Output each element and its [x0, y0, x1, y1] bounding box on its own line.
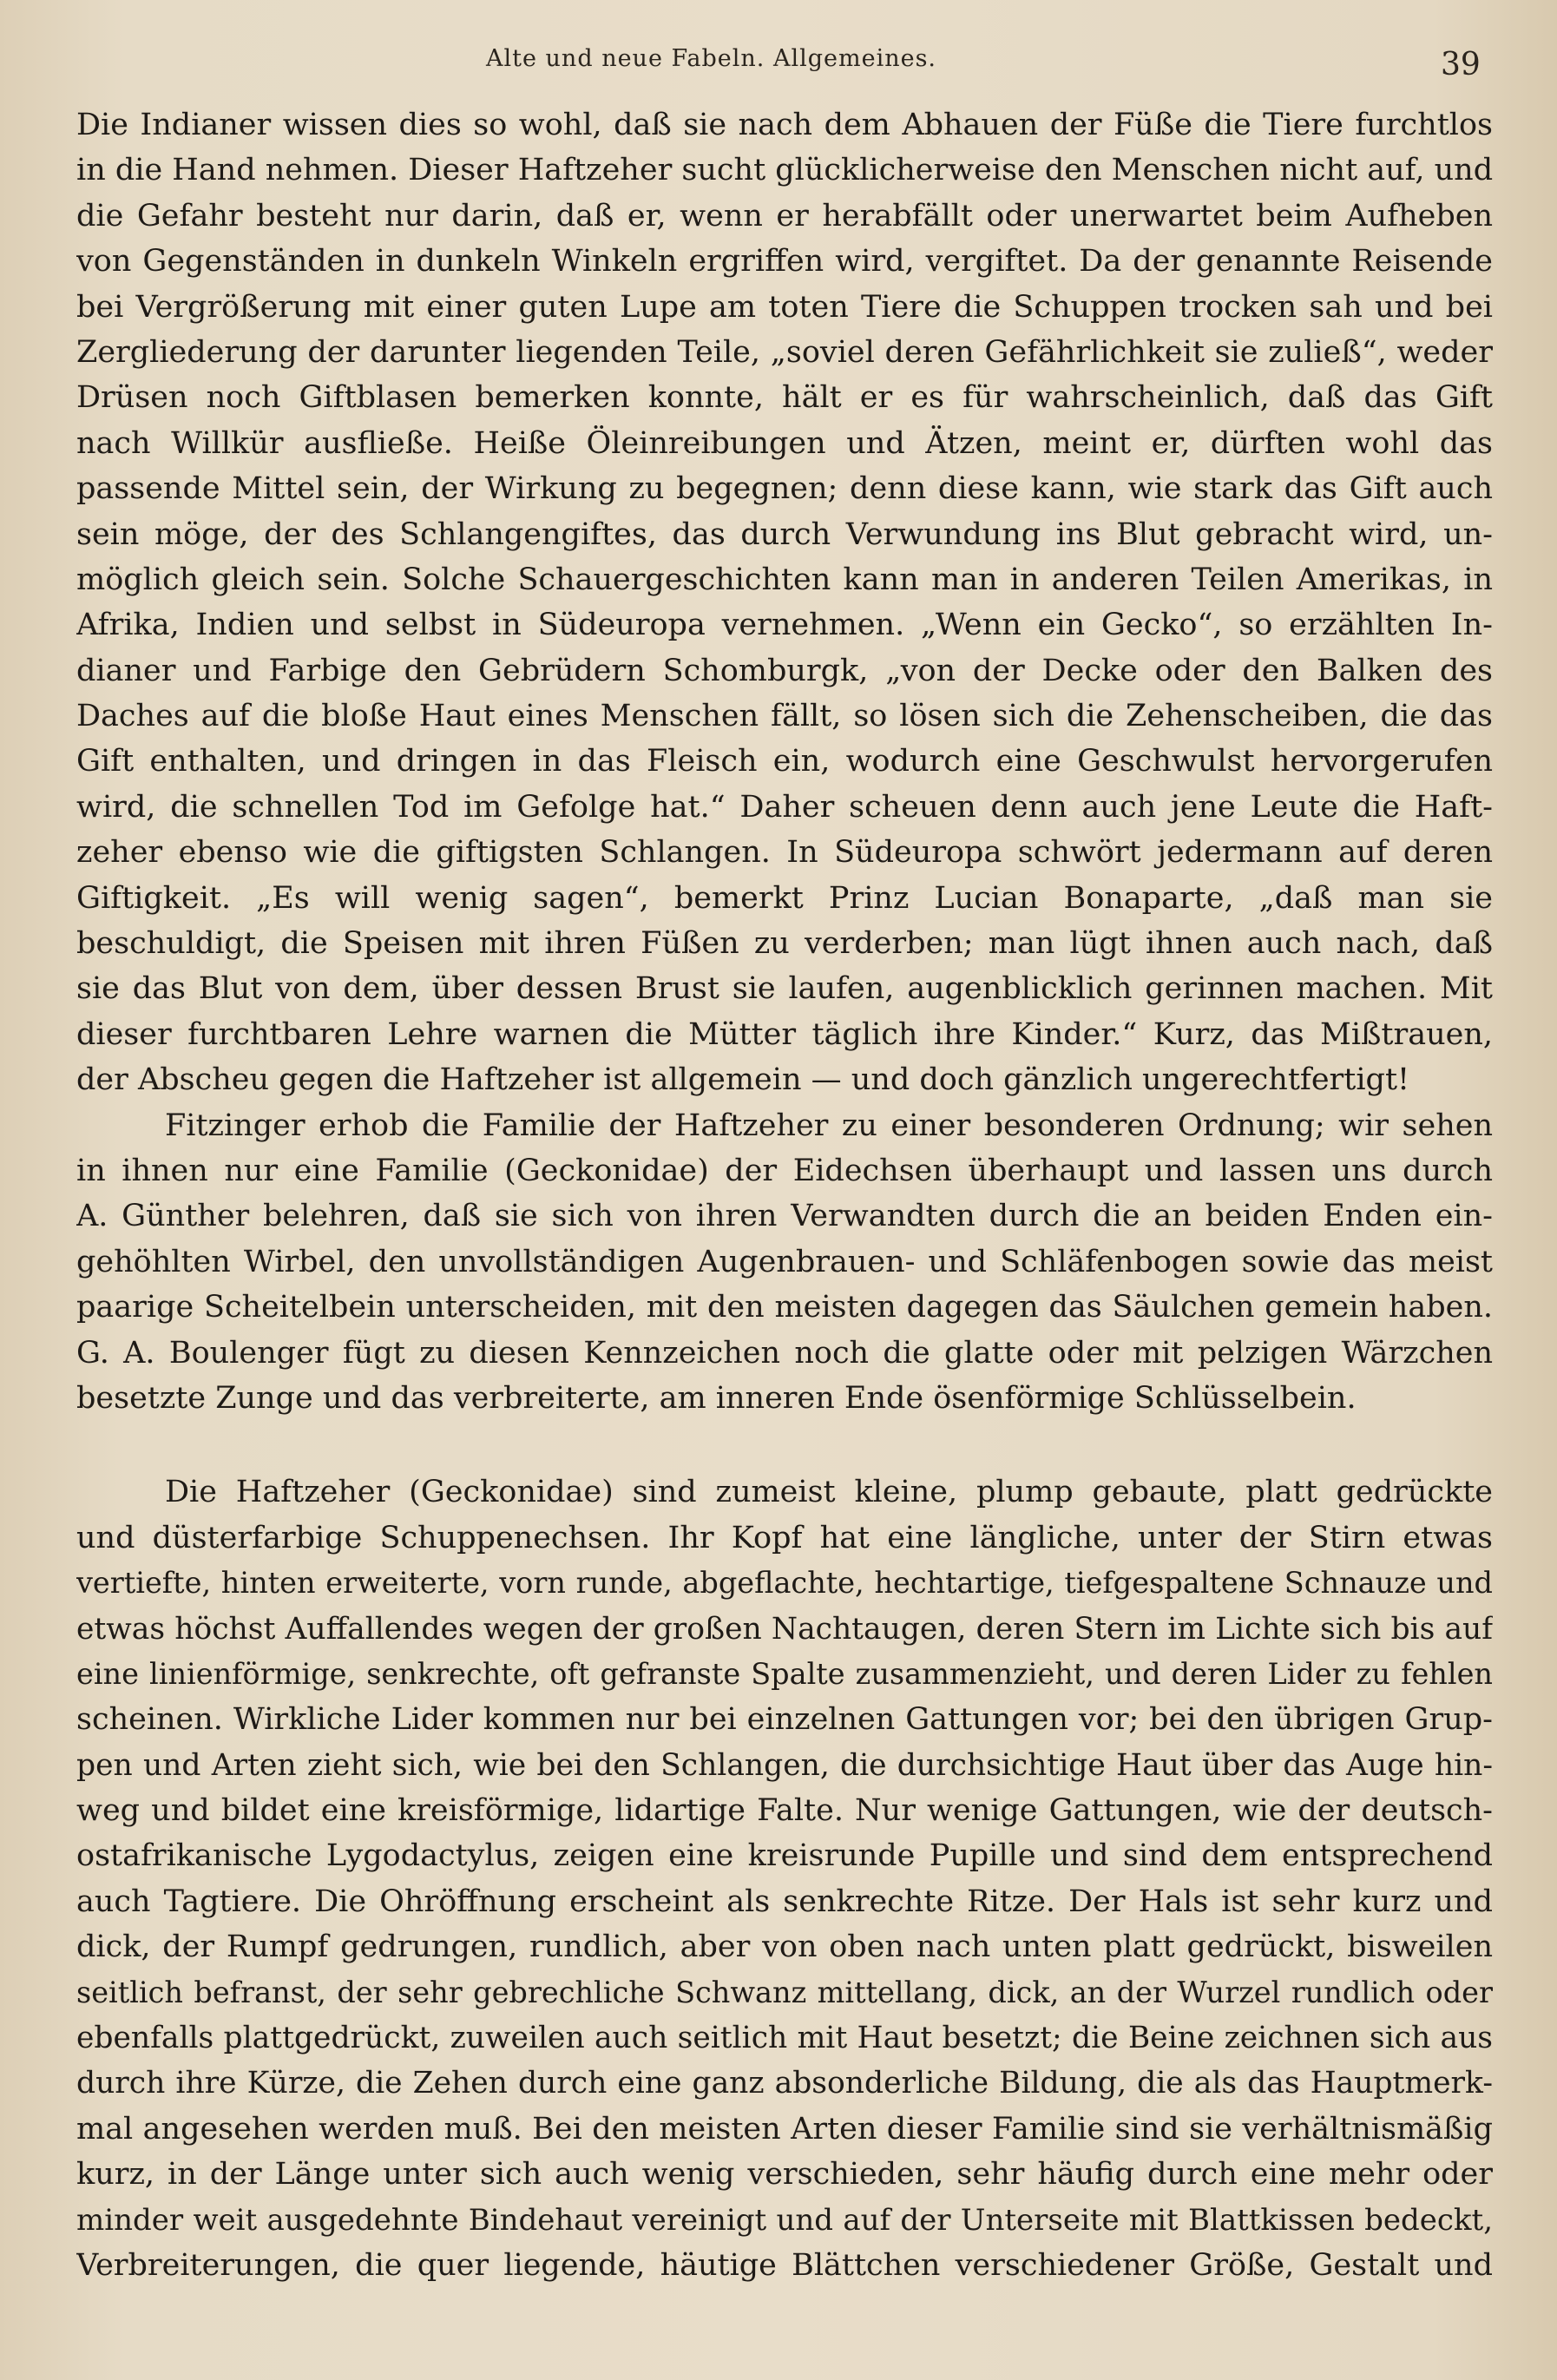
text-line: Afrika, Indien und selbst in Südeuropa vernehmen. „Wenn ein Gecko“, so erzählten In- [76, 608, 1493, 643]
text-line: beschuldigt, die Speisen mit ihren Füßen zu verderben; man lügt ihnen auch nach, daß [76, 926, 1493, 962]
text-line: die Gefahr besteht nur darin, daß er, wenn er herabfällt oder unerwartet beim Aufheben [76, 198, 1493, 233]
text-line: zeher ebenso wie die giftigsten Schlangen. In Südeuropa schwört jedermann auf deren [76, 835, 1493, 871]
text-line: eine linienförmige, senkrechte, oft gefranste Spalte zusammenzieht, und deren Lider zu fehlen [76, 1656, 1493, 1691]
text-line: G. A. Boulenger fügt zu diesen Kennzeichen noch die glatte oder mit pelzigen Wärzchen [76, 1335, 1493, 1371]
text-line: Die Haftzeher (Geckonidae) sind zumeist kleine, plump gebaute, platt gedrückte [165, 1475, 1493, 1510]
text-line: Drüsen noch Giftblasen bemerken konnte, hält er es für wahrscheinlich, daß das Gift [76, 380, 1493, 416]
text-line: sein möge, der des Schlangengiftes, das durch Verwundung ins Blut gebracht wird, un- [76, 516, 1493, 552]
text-line: paarige Scheitelbein unterscheiden, mit den meisten dagegen das Säulchen gemein haben. [76, 1290, 1493, 1325]
text-line: von Gegenständen in dunkeln Winkeln ergriffen wird, vergiftet. Da der genannte Reisende [76, 244, 1493, 279]
text-line: dieser furchtbaren Lehre warnen die Mütter täglich ihre Kinder.“ Kurz, das Mißtrauen, [76, 1016, 1493, 1052]
text-line: besetzte Zunge und das verbreiterte, am inneren Ende ösenförmige Schlüsselbein. [76, 1380, 1357, 1416]
text-line: pen und Arten zieht sich, wie bei den Schlangen, die durchsichtige Haut über das Auge hin- [76, 1747, 1493, 1783]
section-gap [76, 1421, 1493, 1469]
text-line: durch ihre Kürze, die Zehen durch eine ganz absonderliche Bildung, die als das Hauptmerk- [76, 2066, 1493, 2101]
text-line: Daches auf die bloße Haut eines Menschen fällt, so lösen sich die Zehenscheiben, die das [76, 699, 1493, 734]
text-line: bei Vergrößerung mit einer guten Lupe am toten Tiere die Schuppen trocken sah und bei [76, 289, 1493, 325]
text-line: ebenfalls plattgedrückt, zuweilen auch seitlich mit Haut besetzt; die Beine zeichnen sich aus [76, 2021, 1493, 2056]
body-text [76, 102, 1493, 2288]
text-line: sie das Blut von dem, über dessen Brust sie laufen, augenblicklich gerinnen machen. Mit [76, 971, 1493, 1007]
page-number: 39 [1441, 47, 1481, 82]
text-line: passende Mittel sein, der Wirkung zu begegnen; denn diese kann, wie stark das Gift auch [76, 471, 1493, 507]
text-line: nach Willkür ausfließe. Heiße Öleinreibungen und Ätzen, meint er, dürften wohl das [76, 425, 1493, 461]
text-line: Die Indianer wissen dies so wohl, daß sie nach dem Abhauen der Füße die Tiere furchtlos [76, 108, 1493, 142]
running-title: Alte und neue Fabeln. Allgemeines. [486, 45, 937, 72]
text-line: Verbreiterungen, die quer liegende, häutige Blättchen verschiedener Größe, Gestalt und [76, 2247, 1493, 2283]
text-line: Gift enthalten, und dringen in das Fleisch ein, wodurch eine Geschwulst hervorgerufen [76, 744, 1493, 779]
text-line: möglich gleich sein. Solche Schauergeschichten kann man in anderen Teilen Amerikas, in [76, 562, 1493, 597]
text-line: ostafrikanische Lygodactylus, zeigen eine kreisrunde Pupille und sind dem entsprechend [76, 1838, 1493, 1874]
text-line: kurz, in der Länge unter sich auch wenig verschieden, sehr häufig durch eine mehr oder [76, 2157, 1493, 2193]
text-line: Giftigkeit. „Es will wenig sagen“, bemerkt Prinz Lucian Bonaparte, „daß man sie [76, 880, 1493, 916]
text-line: wird, die schnellen Tod im Gefolge hat.“ Daher scheuen denn auch jene Leute die Haft- [76, 789, 1493, 825]
text-line: und düsterfarbige Schuppenechsen. Ihr Kopf hat eine längliche, unter der Stirn etwas [76, 1520, 1493, 1555]
text-line: gehöhlten Wirbel, den unvollständigen Augenbrauen- und Schläfenbogen sowie das meist [76, 1244, 1493, 1279]
text-line: Zergliederung der darunter liegenden Teile, „soviel deren Gefährlichkeit sie zuließ“, weder [76, 334, 1493, 370]
text-line: scheinen. Wirkliche Lider kommen nur bei einzelnen Gattungen vor; bei den übrigen Grup- [76, 1702, 1493, 1738]
text-line: in ihnen nur eine Familie (Geckonidae) der Eidechsen überhaupt und lassen uns durch [76, 1153, 1493, 1188]
text-line: auch Tagtiere. Die Ohröffnung erscheint als senkrechte Ritze. Der Hals ist sehr kurz und [76, 1884, 1493, 1919]
text-line: in die Hand nehmen. Dieser Haftzeher sucht glücklicherweise den Menschen nicht auf, und [76, 153, 1493, 188]
text-line: seitlich befranst, der sehr gebrechliche Schwanz mittellang, dick, an der Wurzel rundlich oder [76, 1975, 1493, 2009]
text-line: vertiefte, hinten erweiterte, vorn runde, abgeflachte, hechtartige, tiefgespaltene Schnauze und [76, 1566, 1493, 1601]
text-line: etwas höchst Auffallendes wegen der großen Nachtaugen, deren Stern im Lichte sich bis auf [76, 1611, 1493, 1647]
text-line: weg und bildet eine kreisförmige, lidartige Falte. Nur wenige Gattungen, wie der deutsch- [76, 1793, 1493, 1829]
text-line: mal angesehen werden muß. Bei den meisten Arten dieser Familie sind sie verhältnismäßig [76, 2111, 1493, 2147]
text-line: A. Günther belehren, daß sie sich von ihren Verwandten durch die an beiden Enden ein- [76, 1199, 1493, 1234]
text-line: der Abscheu gegen die Haftzeher ist allgemein — und doch gänzlich ungerechtfertigt! [76, 1062, 1410, 1098]
text-line: dianer und Farbige den Gebrüdern Schomburgk, „von der Decke oder den Balken des [76, 653, 1493, 688]
paragraph-3 [76, 1469, 1493, 2288]
text-line: dick, der Rumpf gedrungen, rundlich, aber von oben nach unten platt gedrückt, bisweilen [76, 1930, 1493, 1965]
paragraph-1 [76, 102, 1493, 1103]
text-line: Fitzinger erhob die Familie der Haftzeher zu einer besonderen Ordnung; wir sehen [165, 1108, 1493, 1143]
paragraph-2 [76, 1103, 1493, 1422]
text-line: minder weit ausgedehnte Bindehaut vereinigt und auf der Unterseite mit Blattkissen bedeckt, [76, 2202, 1493, 2238]
